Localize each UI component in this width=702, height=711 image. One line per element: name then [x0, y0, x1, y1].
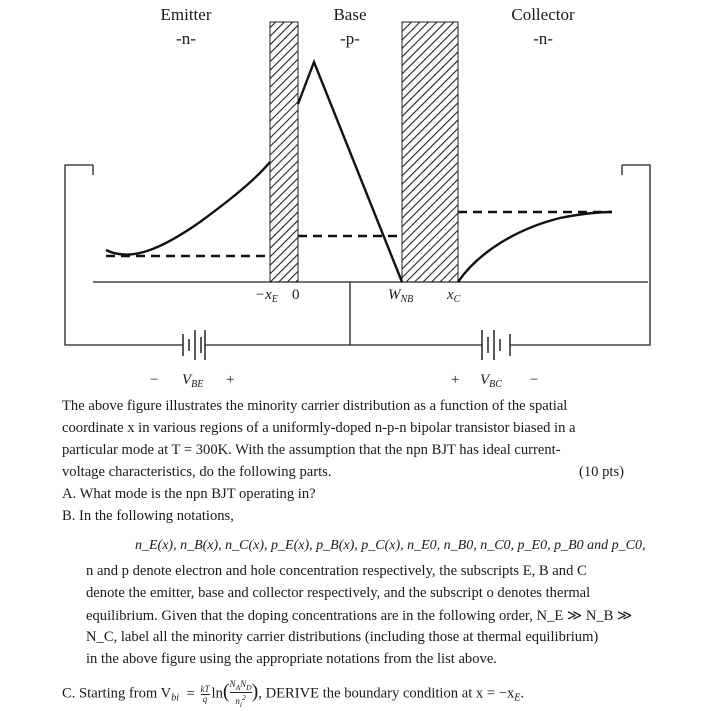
paragraph-line-2: coordinate x in various regions of a uniformly-doped n-p-n bipolar transistor biased in a	[62, 420, 576, 436]
paragraph-line-4: voltage characteristics, do the following parts.	[62, 464, 332, 480]
vbc-minus-sign: −	[530, 372, 539, 388]
notation-list: n_E(x), n_B(x), n_C(x), p_E(x), p_B(x), p_C(x), n_E0, n_B0, n_C0, p_E0, p_B0 and p_C0,	[135, 538, 646, 553]
emitter-minority-curve	[106, 162, 270, 255]
vbe-battery-icon	[183, 330, 205, 360]
vbc-battery-icon	[482, 330, 510, 360]
axis-label-xc: $x_C$	[447, 287, 461, 305]
region-label-base: Base	[333, 5, 367, 24]
region-label-emitter: Emitter	[160, 5, 212, 24]
vbc-plus-sign: +	[451, 372, 460, 388]
paragraph-line-3: particular mode at T = 300K. With the assumption that the npn BJT has ideal current-	[62, 442, 561, 458]
base-minority-curve	[298, 62, 402, 282]
region-label-collector: Collector	[511, 5, 575, 24]
question-b-line-1: n and p denote electron and hole concentration respectively, the subscripts E, B and C	[86, 563, 587, 579]
axis-label-zero: 0	[292, 287, 300, 303]
question-b-line-4: N_C, label all the minority carrier distributions (including those at thermal equilibrium)	[86, 629, 599, 645]
vbe-plus-sign: +	[226, 372, 235, 388]
question-b: B. In the following notations,	[62, 508, 234, 524]
question-a: A. What mode is the npn BJT operating in?	[62, 486, 316, 502]
region-type-collector: -n-	[533, 29, 553, 48]
question-b-line-3: equilibrium. Given that the doping concentrations are in the following order, N_E ≫ N_B ≫	[86, 608, 633, 624]
question-b-line-5: in the above figure using the appropriate notations from the list above.	[86, 651, 497, 667]
collector-contact-wire	[510, 165, 650, 345]
region-type-emitter: -n-	[176, 29, 196, 48]
vbe-label: $V_{BE}$	[182, 372, 204, 390]
points-label: (10 pts)	[579, 464, 624, 480]
question-c: C. Starting from $V_{bi}$ = $\frac{kT}{q}$ ln( $N_AN_D$ $n_i^2$ ), DERIVE the boundary condition at $x = -x_E$.	[62, 679, 525, 709]
collector-minority-curve	[458, 212, 612, 282]
axis-label-wnb: $W_{NB}$	[388, 287, 414, 305]
region-type-base: -p-	[340, 29, 360, 48]
vbe-minus-sign: −	[150, 372, 159, 388]
axis-label-neg-xe: $-x_E$	[255, 287, 278, 305]
vbc-label: $V_{BC}$	[480, 372, 502, 390]
emitter-base-depletion-region	[270, 22, 298, 282]
question-b-line-2: denote the emitter, base and collector respectively, and the subscript o denotes thermal	[86, 585, 591, 601]
paragraph-line-1: The above figure illustrates the minority carrier distribution as a function of the spatial	[62, 398, 568, 414]
base-collector-depletion-region	[402, 22, 458, 282]
